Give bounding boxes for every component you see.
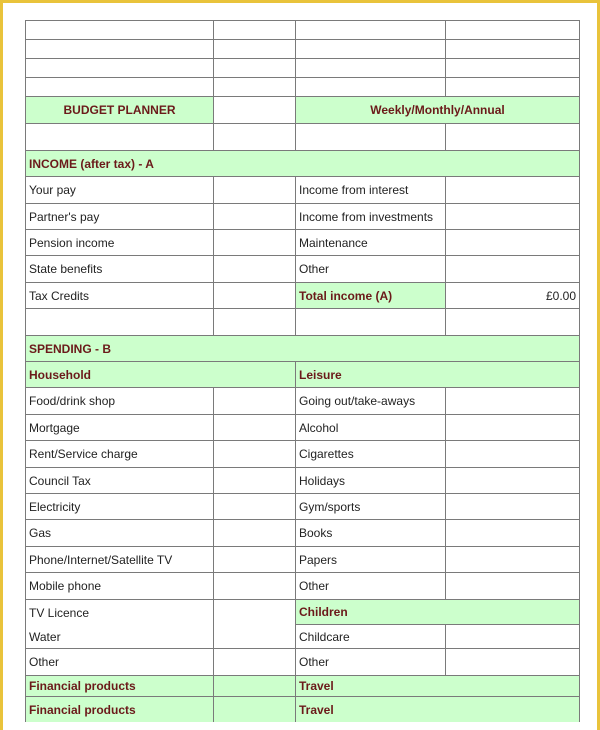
total-income-label: Total income (A) [296, 283, 446, 308]
spending-label: Going out/take-aways [296, 388, 446, 414]
table-row [25, 649, 580, 676]
spending-label: Water [26, 625, 214, 648]
spending-label: Council Tax [26, 468, 214, 493]
cell[interactable] [26, 309, 214, 335]
spending-label: Books [296, 520, 446, 546]
cell[interactable] [26, 40, 214, 58]
spending-value-cell[interactable] [446, 625, 579, 648]
travel-header: Travel [296, 676, 579, 696]
cell[interactable] [446, 124, 579, 150]
cell[interactable] [214, 97, 296, 123]
household-header: Household [26, 362, 296, 387]
income-value-cell[interactable] [214, 177, 296, 203]
income-label: Pension income [26, 230, 214, 255]
table-row [25, 573, 580, 600]
cell[interactable] [446, 309, 579, 335]
spending-label: Gym/sports [296, 494, 446, 519]
cell[interactable] [26, 21, 214, 39]
table-row [25, 177, 580, 204]
table-row [25, 520, 580, 547]
spending-label: Phone/Internet/Satellite TV [26, 547, 214, 572]
children-header: Children [296, 600, 579, 625]
title-row [25, 97, 580, 124]
income-label: Other [296, 256, 446, 282]
spending-value-cell[interactable] [446, 649, 579, 675]
spending-label: Mortgage [26, 415, 214, 440]
income-label: Income from interest [296, 177, 446, 203]
income-header-row [25, 151, 580, 177]
cell[interactable] [214, 309, 296, 335]
spending-value-cell[interactable] [446, 415, 579, 440]
cell[interactable] [446, 78, 579, 96]
cell[interactable] [446, 21, 579, 39]
section-header-row [25, 676, 580, 697]
spending-label: Gas [26, 520, 214, 546]
income-label: Your pay [26, 177, 214, 203]
blank-row [25, 309, 580, 336]
table-row [25, 415, 580, 441]
cell[interactable] [296, 78, 446, 96]
income-value-cell[interactable] [214, 204, 296, 229]
spending-label: Childcare [296, 625, 446, 648]
spending-label: TV Licence [26, 600, 214, 625]
spending-header-row [25, 336, 580, 362]
spending-value-cell[interactable] [214, 441, 296, 467]
income-label: State benefits [26, 256, 214, 282]
spending-value-cell[interactable] [446, 494, 579, 519]
budget-sheet [25, 20, 580, 722]
spending-value-cell[interactable] [214, 625, 296, 648]
table-row [25, 283, 580, 309]
blank-row [25, 59, 580, 78]
income-header: INCOME (after tax) - A [26, 151, 579, 176]
cell[interactable] [214, 21, 296, 39]
spending-value-cell[interactable] [214, 415, 296, 440]
section-header-row [25, 362, 580, 388]
spending-value-cell[interactable] [446, 388, 579, 414]
spending-label: Other [296, 649, 446, 675]
spending-value-cell[interactable] [214, 388, 296, 414]
income-value-cell[interactable] [446, 230, 579, 255]
spending-value-cell[interactable] [214, 649, 296, 675]
table-row [25, 468, 580, 494]
spending-value-cell[interactable] [214, 573, 296, 599]
total-income-value: £0.00 [545, 288, 576, 303]
financial-products-header: Financial products [26, 697, 214, 722]
spending-value-cell[interactable] [446, 547, 579, 572]
spending-value-cell[interactable] [214, 468, 296, 493]
spending-value-cell[interactable] [446, 573, 579, 599]
cell[interactable] [296, 21, 446, 39]
spending-label: Rent/Service charge [26, 441, 214, 467]
spending-value-cell[interactable] [446, 520, 579, 546]
cell [214, 676, 296, 696]
cell[interactable] [26, 124, 214, 150]
financial-products-header: Financial products [26, 676, 214, 696]
income-value-cell[interactable] [214, 230, 296, 255]
leisure-header: Leisure [296, 362, 579, 387]
blank-row [25, 20, 580, 40]
cell[interactable] [446, 59, 579, 77]
spending-label: Papers [296, 547, 446, 572]
spending-label: Mobile phone [26, 573, 214, 599]
table-row [25, 494, 580, 520]
budget-planner-title: BUDGET PLANNER [26, 97, 214, 123]
income-value-cell[interactable] [446, 204, 579, 229]
table-row [25, 230, 580, 256]
table-row [25, 441, 580, 468]
blank-row [25, 78, 580, 97]
spending-label: Holidays [296, 468, 446, 493]
cell[interactable] [214, 124, 296, 150]
cell[interactable] [214, 40, 296, 58]
cell[interactable] [296, 59, 446, 77]
spending-label: Cigarettes [296, 441, 446, 467]
spending-value-cell[interactable] [214, 547, 296, 572]
spending-label: Other [26, 649, 214, 675]
spending-value-cell[interactable] [214, 494, 296, 519]
income-value-cell[interactable] [214, 256, 296, 282]
cell[interactable] [446, 40, 579, 58]
blank-row [25, 40, 580, 59]
table-row [25, 547, 580, 573]
table-row [25, 625, 580, 649]
cell[interactable] [296, 124, 446, 150]
cell[interactable] [26, 78, 214, 96]
period-title: Weekly/Monthly/Annual [296, 97, 579, 123]
income-label: Tax Credits [26, 283, 214, 308]
spending-header: SPENDING - B [26, 336, 579, 361]
income-label: Maintenance [296, 230, 446, 255]
spending-value-cell[interactable] [446, 468, 579, 493]
cell [214, 697, 296, 722]
income-label: Partner's pay [26, 204, 214, 229]
blank-row [25, 124, 580, 151]
cell[interactable] [296, 309, 446, 335]
cell[interactable] [26, 59, 214, 77]
travel-header: Travel [296, 697, 579, 722]
spending-value-cell[interactable] [214, 520, 296, 546]
spending-label: Food/drink shop [26, 388, 214, 414]
table-row [25, 388, 580, 415]
income-value-cell[interactable] [446, 256, 579, 282]
income-value-cell[interactable] [446, 177, 579, 203]
spending-value-cell[interactable] [446, 441, 579, 467]
spending-label: Alcohol [296, 415, 446, 440]
income-label: Income from investments [296, 204, 446, 229]
income-value-cell[interactable] [214, 283, 296, 308]
table-row [25, 600, 580, 625]
cell[interactable] [214, 59, 296, 77]
cell[interactable] [296, 40, 446, 58]
spending-label: Other [296, 573, 446, 599]
cell[interactable] [214, 78, 296, 96]
table-row [25, 256, 580, 283]
spending-value-cell[interactable] [214, 600, 296, 625]
spending-label: Electricity [26, 494, 214, 519]
table-row [25, 204, 580, 230]
section-header-row [25, 697, 580, 722]
